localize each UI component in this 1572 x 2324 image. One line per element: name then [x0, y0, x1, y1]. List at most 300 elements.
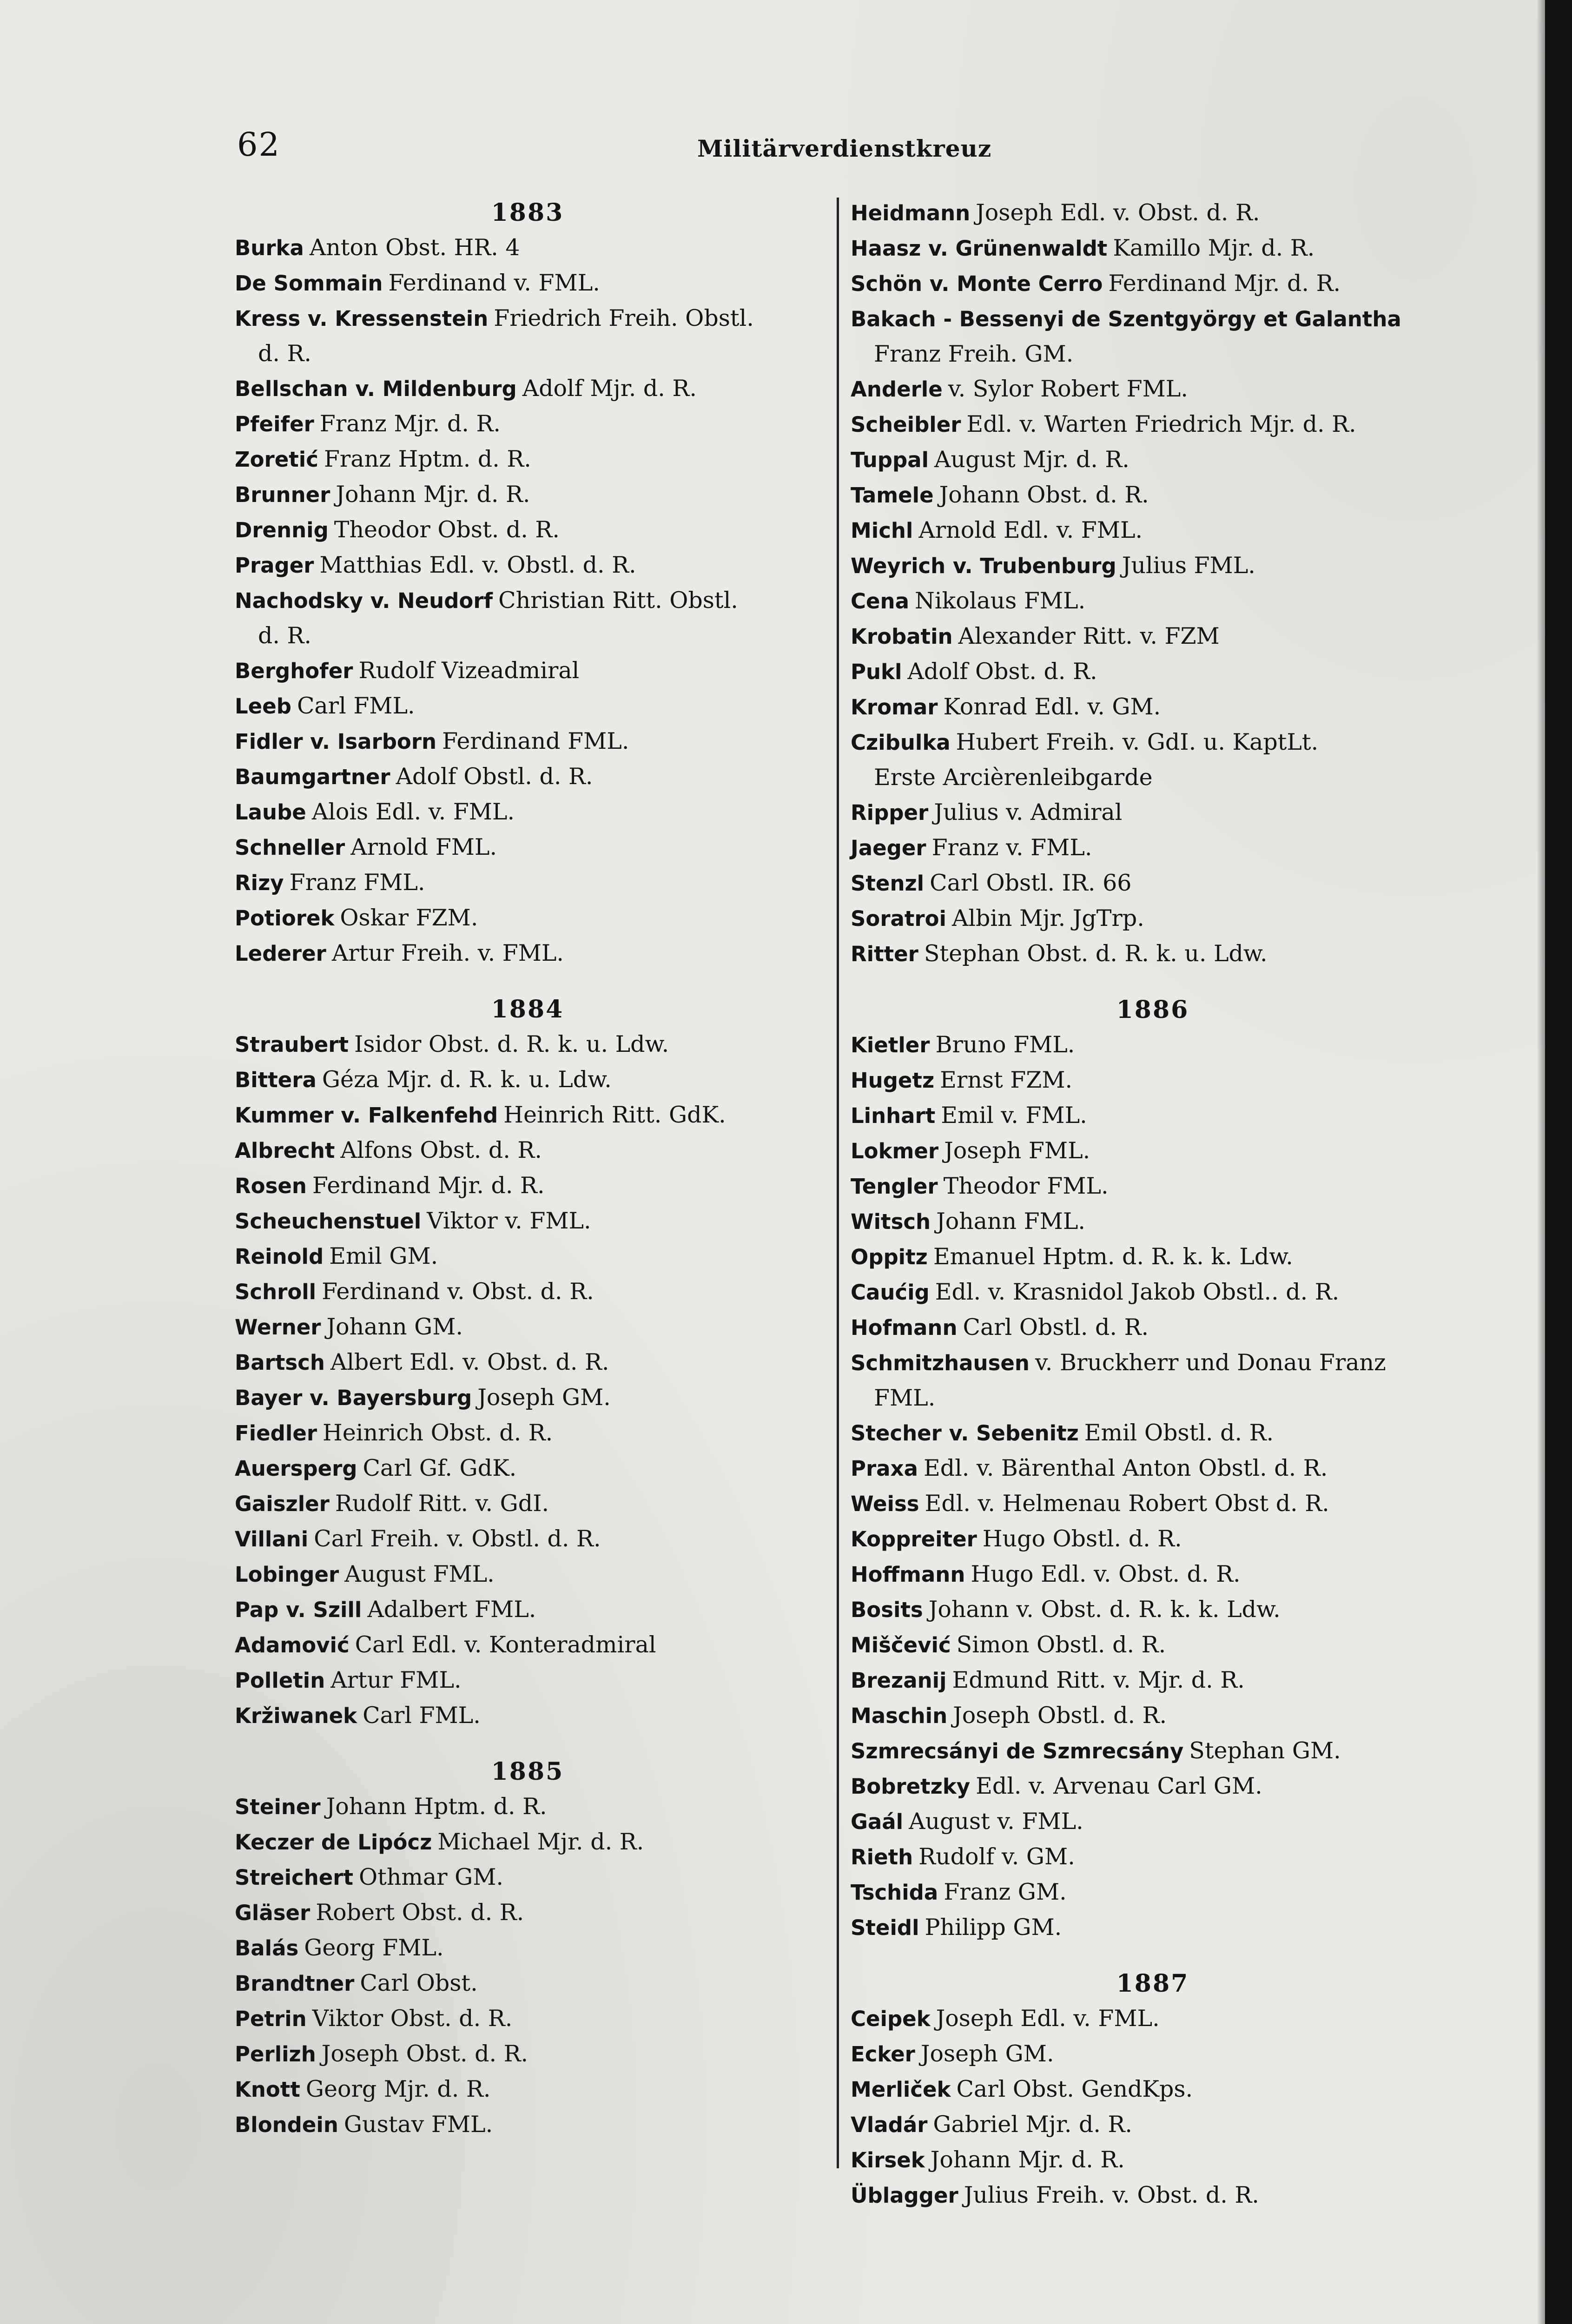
list-item: [235, 406, 820, 442]
entry-surname: Kromar: [851, 695, 938, 720]
entry-details: Alois Edl. v. FML.: [311, 799, 515, 825]
year-heading: 1886: [1116, 996, 1189, 1024]
list-item: [851, 619, 1455, 654]
list-item: [235, 724, 820, 759]
entry-details: Carl Obstl. d. R.: [963, 1314, 1149, 1340]
entry-details: Joseph FML.: [944, 1137, 1090, 1164]
list-item: [235, 653, 820, 688]
entry-details: Joseph Obst. d. R.: [321, 2040, 528, 2067]
entry-details: Carl Gf. GdK.: [363, 1455, 517, 1481]
list-item: [235, 900, 820, 936]
entry-surname: Baumgartner: [235, 765, 390, 789]
list-item: [851, 1274, 1455, 1310]
entry-surname: Auersperg: [235, 1456, 357, 1481]
entry-surname: Burka: [235, 236, 304, 260]
entry-surname: Witsch: [851, 1209, 931, 1234]
entry-details: Theodor FML.: [943, 1173, 1109, 1199]
list-item: [851, 1310, 1455, 1345]
entry-continuation: d. R.: [258, 622, 311, 649]
entry-surname: Gaiszler: [235, 1492, 330, 1516]
entry-details: Joseph Obstl. d. R.: [953, 1702, 1167, 1729]
entry-surname: Steiner: [235, 1795, 321, 1819]
list-item: [235, 512, 820, 548]
entry-details: Johann Mjr. d. R.: [930, 2146, 1125, 2173]
entry-surname: Vladár: [851, 2113, 928, 2137]
list-item: [851, 1769, 1455, 1804]
entry-details: Ferdinand v. FML.: [388, 270, 600, 296]
entry-surname: Schneller: [235, 835, 345, 860]
entry-surname: Bosits: [851, 1598, 923, 1622]
entry-details: Géza Mjr. d. R. k. u. Ldw.: [322, 1066, 612, 1093]
entry-surname: Hoffmann: [851, 1562, 965, 1587]
entry-surname: Werner: [235, 1315, 321, 1340]
entry-surname: Straubert: [235, 1032, 349, 1057]
list-item: [851, 1733, 1455, 1769]
entry-surname: Ceipek: [851, 2007, 931, 2031]
list-item: [235, 2036, 820, 2072]
entry-surname: Petrin: [235, 2007, 307, 2031]
list-item: [851, 407, 1455, 442]
entry-surname: Rosen: [235, 1174, 307, 1198]
list-item: [851, 2142, 1455, 2178]
list-item: [235, 1027, 820, 1062]
entry-surname: Steidl: [851, 1915, 919, 1940]
list-item: [851, 901, 1455, 936]
entry-details: Johann FML.: [936, 1208, 1085, 1235]
list-item: [235, 1966, 820, 2001]
entry-surname: Maschin: [851, 1703, 948, 1728]
entry-surname: Tamele: [851, 483, 934, 508]
entry-details: Adolf Obst. d. R.: [907, 658, 1097, 685]
entry-details: Johann v. Obst. d. R. k. k. Ldw.: [928, 1596, 1281, 1623]
entry-details: Georg FML.: [304, 1934, 444, 1961]
entry-surname: Tschida: [851, 1880, 938, 1905]
entry-surname: Fidler v. Isarborn: [235, 729, 437, 754]
entry-surname: Bartsch: [235, 1350, 325, 1375]
list-item: [851, 1804, 1455, 1839]
entry-surname: Miščević: [851, 1633, 951, 1657]
entry-surname: Rizy: [235, 871, 284, 895]
entry-details: Edl. v. Krasnidol Jakob Obstl.. d. R.: [935, 1279, 1340, 1305]
list-item: [235, 1663, 820, 1698]
list-item: [851, 1027, 1455, 1063]
list-item: [235, 1380, 820, 1415]
list-item: [851, 1415, 1455, 1451]
entry-surname: Michl: [851, 518, 913, 543]
list-item: [851, 231, 1455, 266]
list-item: [851, 1839, 1455, 1875]
entry-surname: Haasz v. Grünenwaldt: [851, 236, 1108, 261]
entry-surname: Balás: [235, 1936, 299, 1961]
entry-details: Julius v. Admiral: [934, 799, 1123, 825]
entry-surname: Knott: [235, 2077, 300, 2102]
year-heading: 1887: [1116, 1969, 1189, 1998]
list-item: [235, 1274, 820, 1309]
entry-details: v. Sylor Robert FML.: [948, 376, 1188, 402]
entry-details: Ernst FZM.: [940, 1067, 1073, 1093]
list-item: [235, 1895, 820, 1930]
entry-details: Rudolf Ritt. v. GdI.: [335, 1490, 549, 1517]
entry-surname: Kress v. Kressenstein: [235, 306, 489, 331]
entry-surname: Streichert: [235, 1865, 353, 1890]
entry-details: Joseph Edl. v. FML.: [936, 2005, 1160, 2032]
entry-details: Carl Edl. v. Konteradmiral: [355, 1631, 656, 1658]
entry-surname: Gläser: [235, 1901, 310, 1925]
list-item: [851, 689, 1455, 725]
entry-surname: Praxa: [851, 1456, 918, 1481]
entry-surname: Tuppal: [851, 448, 929, 472]
entry-surname: Szmrecsányi de Szmrecsány: [851, 1739, 1184, 1763]
entry-details: Franz FML.: [289, 869, 425, 896]
entry-surname: Kirsek: [851, 2148, 925, 2172]
entry-details: Anton Obst. HR. 4: [309, 234, 520, 261]
entry-surname: Hofmann: [851, 1315, 958, 1340]
entry-details: August v. FML.: [909, 1808, 1083, 1835]
entry-details: Hugo Edl. v. Obst. d. R.: [971, 1561, 1241, 1587]
entry-surname: Drennig: [235, 518, 329, 542]
entry-details: Adolf Obstl. d. R.: [396, 763, 593, 790]
list-item: [851, 2072, 1455, 2107]
list-item: [851, 1910, 1455, 1945]
list-item: [851, 1133, 1455, 1169]
entry-continuation: Erste Arcièrenleibgarde: [874, 764, 1153, 791]
year-heading: 1885: [491, 1757, 564, 1786]
entry-surname: Scheuchenstuel: [235, 1209, 422, 1234]
entry-surname: Stecher v. Sebenitz: [851, 1421, 1079, 1446]
entry-details: Carl FML.: [363, 1702, 481, 1729]
entry-surname: Ecker: [851, 2042, 915, 2067]
entry-details: Philipp GM.: [925, 1914, 1062, 1941]
entry-surname: Lederer: [235, 941, 326, 966]
entry-surname: Gaál: [851, 1809, 904, 1834]
entry-details: Johann Hptm. d. R.: [326, 1793, 547, 1820]
right-column: [851, 195, 1455, 2213]
entry-details: Emil v. FML.: [941, 1102, 1087, 1129]
entry-details: Artur FML.: [330, 1667, 462, 1693]
list-item: [851, 1451, 1455, 1486]
entry-details: August FML.: [344, 1561, 495, 1587]
list-item: [235, 1698, 820, 1733]
entry-details: Edmund Ritt. v. Mjr. d. R.: [952, 1667, 1245, 1693]
entry-details: Oskar FZM.: [340, 905, 478, 931]
entry-details: Carl Freih. v. Obstl. d. R.: [314, 1525, 601, 1552]
entry-details: v. Bruckherr und Donau Franz: [1035, 1349, 1386, 1376]
entry-surname: Leeb: [235, 694, 291, 719]
entry-surname: Brunner: [235, 482, 330, 507]
entry-details: Ferdinand Mjr. d. R.: [312, 1172, 545, 1199]
entry-details: Viktor Obst. d. R.: [312, 2005, 513, 2032]
entry-details: Kamillo Mjr. d. R.: [1113, 235, 1315, 261]
entry-surname: Oppitz: [851, 1245, 928, 1269]
entry-surname: Schmitzhausen: [851, 1351, 1030, 1375]
running-title: Militärverdienstkreuz: [697, 135, 992, 162]
list-item: [235, 2107, 820, 2142]
entry-continuation: Franz Freih. GM.: [874, 341, 1074, 367]
list-item: [851, 1063, 1455, 1098]
entry-details: Alfons Obst. d. R.: [340, 1137, 542, 1163]
list-item: [851, 1627, 1455, 1663]
entry-details: Julius Freih. v. Obst. d. R.: [964, 2182, 1259, 2208]
list-item: [235, 759, 820, 794]
list-item: [851, 548, 1455, 583]
list-item: [235, 1930, 820, 1966]
left-column: [235, 195, 820, 2142]
entry-surname: Weyrich v. Trubenburg: [851, 554, 1116, 578]
list-item: [851, 477, 1455, 513]
list-item: [235, 1824, 820, 1860]
entry-details: Simon Obstl. d. R.: [956, 1631, 1166, 1658]
entry-surname: Laube: [235, 800, 306, 825]
list-item: [851, 1169, 1455, 1204]
entry-details: Franz Hptm. d. R.: [324, 446, 531, 472]
entry-surname: Üblagger: [851, 2183, 958, 2208]
list-item: [235, 2072, 820, 2107]
list-item: [851, 1204, 1455, 1239]
list-item: [851, 371, 1455, 407]
list-item: [851, 2107, 1455, 2142]
entry-surname: Kržiwanek: [235, 1703, 357, 1728]
entry-details: Robert Obst. d. R.: [316, 1899, 524, 1926]
entry-surname: Ripper: [851, 800, 929, 825]
entry-details: Gustav FML.: [343, 2111, 493, 2138]
list-item: [235, 1309, 820, 1345]
entry-details: Christian Ritt. Obstl.: [498, 587, 738, 614]
entry-details: Nikolaus FML.: [914, 588, 1086, 614]
entry-details: Carl Obstl. IR. 66: [930, 870, 1132, 896]
entry-details: Emil GM.: [329, 1243, 438, 1269]
entry-surname: Kietler: [851, 1033, 930, 1057]
entry-surname: De Sommain: [235, 271, 383, 296]
entry-surname: Stenzl: [851, 871, 925, 896]
entry-details: Alexander Ritt. v. FZM: [958, 623, 1220, 649]
list-item: [235, 794, 820, 830]
column-divider: [837, 198, 839, 2168]
entry-surname: Potiorek: [235, 906, 335, 931]
list-item: [235, 936, 820, 971]
entry-surname: Weiss: [851, 1492, 919, 1516]
entry-surname: Bobretzky: [851, 1774, 971, 1799]
entry-surname: Pap v. Szill: [235, 1598, 362, 1622]
page-number: 62: [237, 125, 281, 164]
entry-surname: Brezanij: [851, 1668, 947, 1693]
entry-details: Carl Obst. GendKps.: [956, 2076, 1193, 2102]
list-item: [851, 1486, 1455, 1521]
list-item: [851, 513, 1455, 548]
list-item: [851, 1592, 1455, 1627]
entry-details: Emanuel Hptm. d. R. k. k. Ldw.: [933, 1243, 1293, 1270]
list-item: [851, 725, 1455, 795]
list-item: [235, 477, 820, 512]
list-item: [235, 1789, 820, 1824]
list-item: [235, 1062, 820, 1097]
list-item: [851, 2001, 1455, 2036]
list-item: [235, 1239, 820, 1274]
list-item: [851, 1521, 1455, 1557]
entry-details: Carl FML.: [297, 693, 415, 719]
entry-details: Isidor Obst. d. R. k. u. Ldw.: [354, 1031, 669, 1057]
list-item: [235, 548, 820, 583]
entry-details: Arnold Edl. v. FML.: [918, 517, 1143, 543]
entry-surname: Brandtner: [235, 1971, 355, 1996]
entry-details: Bruno FML.: [935, 1031, 1075, 1058]
year-heading: 1884: [491, 995, 564, 1023]
entry-surname: Perlizh: [235, 2042, 316, 2067]
entry-details: Joseph GM.: [477, 1384, 611, 1411]
list-item: [235, 1415, 820, 1451]
list-item: [851, 2036, 1455, 2072]
list-item: [235, 688, 820, 724]
list-item: [235, 1521, 820, 1557]
entry-details: Ferdinand FML.: [442, 728, 629, 754]
entry-details: Adalbert FML.: [367, 1596, 536, 1623]
list-item: [235, 1627, 820, 1663]
entry-surname: Nachodsky v. Neudorf: [235, 588, 493, 613]
entry-surname: Caućig: [851, 1280, 930, 1305]
entry-continuation: FML.: [874, 1385, 936, 1411]
entry-surname: Scheibler: [851, 412, 961, 437]
entry-details: Viktor v. FML.: [427, 1208, 591, 1234]
entry-surname: Fiedler: [235, 1421, 317, 1446]
entry-details: Albin Mjr. JgTrp.: [951, 905, 1144, 931]
entry-surname: Zoretić: [235, 447, 318, 472]
entry-details: Franz Mjr. d. R.: [319, 410, 501, 437]
list-item: [851, 1557, 1455, 1592]
entry-details: Albert Edl. v. Obst. d. R.: [330, 1349, 609, 1375]
entry-details: Georg Mjr. d. R.: [305, 2076, 491, 2102]
list-item: [235, 1097, 820, 1133]
list-item: [235, 865, 820, 900]
entry-surname: Bayer v. Bayersburg: [235, 1386, 472, 1410]
entry-surname: Bakach - Bessenyi de Szentgyörgy et Galantha: [851, 307, 1401, 331]
list-item: [235, 301, 820, 371]
list-item: [235, 2001, 820, 2036]
entry-surname: Krobatin: [851, 624, 953, 649]
entry-surname: Kummer v. Falkenfehd: [235, 1103, 498, 1128]
entry-details: Friedrich Freih. Obstl.: [494, 305, 754, 331]
entry-surname: Rieth: [851, 1845, 913, 1869]
year-heading: 1883: [491, 198, 564, 227]
entry-surname: Keczer de Lipócz: [235, 1830, 432, 1855]
entry-details: Hubert Freih. v. GdI. u. KaptLt.: [956, 729, 1319, 755]
list-item: [235, 1592, 820, 1627]
list-item: [851, 583, 1455, 619]
entry-surname: Bittera: [235, 1068, 317, 1092]
list-item: [235, 1557, 820, 1592]
list-item: [235, 442, 820, 477]
entry-details: Edl. v. Warten Friedrich Mjr. d. R.: [966, 411, 1356, 437]
entry-details: Hugo Obstl. d. R.: [982, 1525, 1182, 1552]
entry-surname: Bellschan v. Mildenburg: [235, 376, 517, 401]
entry-surname: Cena: [851, 589, 909, 614]
entry-details: Ferdinand v. Obst. d. R.: [322, 1278, 594, 1305]
list-item: [235, 1133, 820, 1168]
entry-surname: Hugetz: [851, 1068, 935, 1093]
entry-surname: Anderle: [851, 377, 943, 402]
entry-details: Matthias Edl. v. Obstl. d. R.: [319, 552, 636, 578]
entry-details: Julius FML.: [1122, 552, 1255, 579]
entry-details: Gabriel Mjr. d. R.: [933, 2111, 1132, 2138]
entry-details: Artur Freih. v. FML.: [331, 940, 564, 966]
list-item: [851, 1698, 1455, 1733]
page-edge: [1545, 0, 1572, 2324]
entry-surname: Lobinger: [235, 1562, 339, 1587]
list-item: [851, 1875, 1455, 1910]
entry-details: Arnold FML.: [350, 834, 497, 860]
list-item: [851, 865, 1455, 901]
entry-surname: Schroll: [235, 1280, 317, 1304]
list-item: [851, 795, 1455, 830]
list-item: [235, 1345, 820, 1380]
list-item: [235, 1860, 820, 1895]
entry-details: Theodor Obst. d. R.: [334, 516, 560, 543]
entry-details: Adolf Mjr. d. R.: [522, 375, 697, 402]
entry-details: Carl Obst.: [360, 1970, 478, 1996]
page-edge-shadow: [1537, 0, 1545, 2324]
entry-surname: Linhart: [851, 1103, 936, 1128]
entry-details: Johann Mjr. d. R.: [336, 481, 530, 508]
list-item: [851, 830, 1455, 865]
entry-surname: Ritter: [851, 942, 918, 966]
entry-surname: Jaeger: [851, 836, 926, 860]
entry-details: Heinrich Obst. d. R.: [323, 1419, 553, 1446]
list-item: [851, 654, 1455, 689]
entry-surname: Adamović: [235, 1633, 350, 1657]
list-item: [235, 583, 820, 653]
list-item: [235, 230, 820, 265]
list-item: [851, 2178, 1455, 2213]
list-item: [851, 1663, 1455, 1698]
entry-details: Edl. v. Bärenthal Anton Obstl. d. R.: [923, 1455, 1328, 1481]
entry-details: Stephan GM.: [1189, 1737, 1341, 1764]
entry-surname: Czibulka: [851, 730, 951, 755]
entry-details: Ferdinand Mjr. d. R.: [1108, 270, 1341, 297]
list-item: [851, 1345, 1455, 1415]
list-item: [235, 830, 820, 865]
entry-details: Heinrich Ritt. GdK.: [503, 1102, 726, 1128]
entry-surname: Heidmann: [851, 201, 971, 225]
entry-surname: Koppreiter: [851, 1527, 977, 1552]
list-item: [851, 266, 1455, 301]
entry-details: Michael Mjr. d. R.: [437, 1829, 644, 1855]
list-item: [235, 1451, 820, 1486]
entry-details: Rudolf v. GM.: [918, 1843, 1075, 1870]
list-item: [235, 371, 820, 406]
entry-surname: Tengler: [851, 1174, 938, 1199]
entry-surname: Pukl: [851, 660, 902, 684]
entry-surname: Blondein: [235, 2113, 338, 2137]
entry-details: Stephan Obst. d. R. k. u. Ldw.: [924, 940, 1268, 967]
entry-surname: Berghofer: [235, 659, 353, 683]
entry-continuation: d. R.: [258, 340, 311, 367]
entry-details: Othmar GM.: [359, 1864, 503, 1890]
entry-details: Edl. v. Arvenau Carl GM.: [976, 1773, 1262, 1799]
entry-surname: Prager: [235, 553, 314, 578]
entry-details: Emil Obstl. d. R.: [1084, 1419, 1274, 1446]
entry-details: Johann GM.: [326, 1314, 463, 1340]
list-item: [851, 1239, 1455, 1274]
entry-surname: Villani: [235, 1527, 309, 1552]
entry-surname: Lokmer: [851, 1139, 939, 1163]
entry-details: Rudolf Vizeadmiral: [358, 657, 580, 684]
entry-details: Joseph GM.: [920, 2040, 1054, 2067]
list-item: [235, 1203, 820, 1239]
entry-details: Joseph Edl. v. Obst. d. R.: [976, 199, 1260, 226]
entry-surname: Merliček: [851, 2077, 951, 2102]
entry-details: Johann Obst. d. R.: [939, 482, 1149, 508]
entry-surname: Schön v. Monte Cerro: [851, 271, 1103, 296]
list-item: [851, 301, 1455, 371]
list-item: [235, 1486, 820, 1521]
